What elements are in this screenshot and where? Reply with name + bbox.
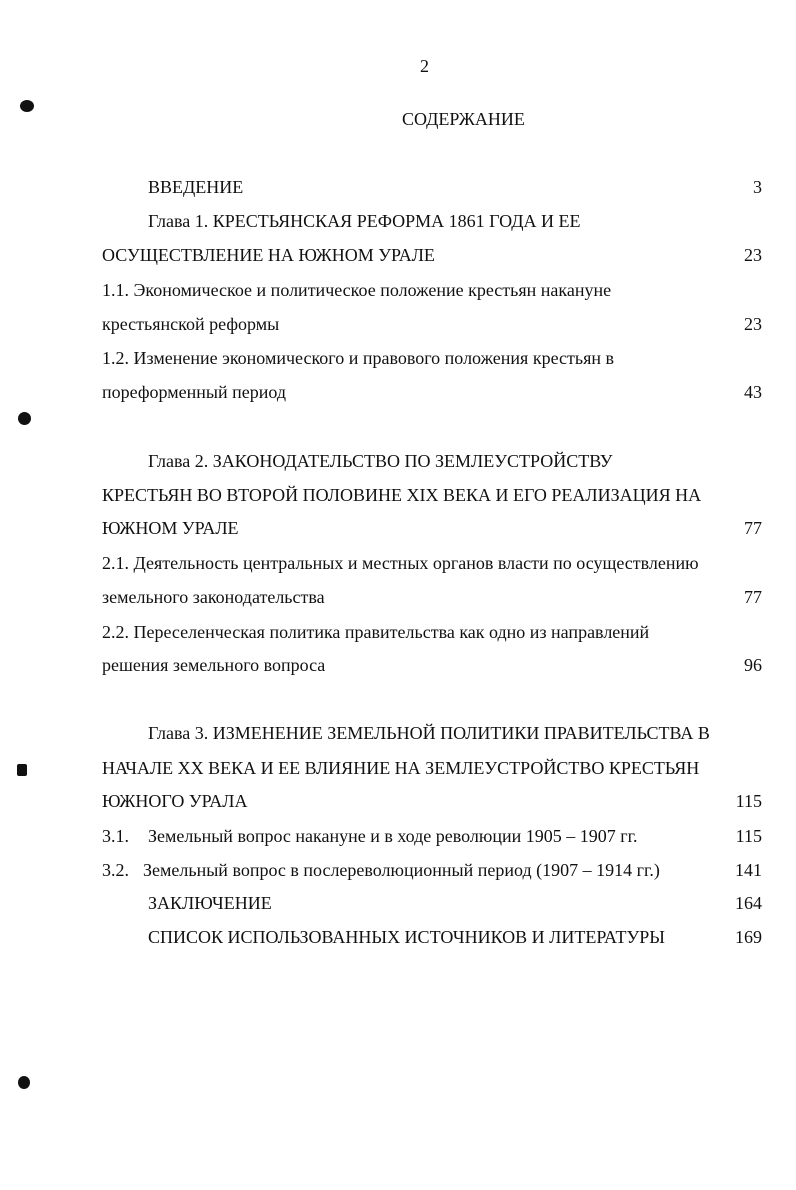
toc-conclusion-page: 164 — [735, 893, 762, 913]
toc-ch1-line2: ОСУЩЕСТВЛЕНИЕ НА ЮЖНОМ УРАЛЕ — [102, 245, 435, 265]
toc-2-1-page: 77 — [744, 587, 762, 607]
toc-ch3-line2: НАЧАЛЕ XX ВЕКА И ЕЕ ВЛИЯНИЕ НА ЗЕМЛЕУСТРОЙСТВО КРЕСТЬЯН — [102, 758, 700, 778]
page-number: 2 — [420, 56, 429, 76]
scan-speck — [18, 1076, 30, 1089]
toc-intro-title: ВВЕДЕНИЕ — [148, 177, 244, 197]
toc-ch2-line1: Глава 2. ЗАКОНОДАТЕЛЬСТВО ПО ЗЕМЛЕУСТРОЙСТВУ — [148, 451, 613, 471]
toc-sources-page: 169 — [735, 927, 762, 947]
toc-3-2-page: 141 — [735, 860, 762, 880]
toc-1-2-page: 43 — [744, 382, 762, 402]
toc-ch1-page: 23 — [744, 245, 762, 265]
toc-ch3-line1: Глава 3. ИЗМЕНЕНИЕ ЗЕМЕЛЬНОЙ ПОЛИТИКИ ПРАВИТЕЛЬСТВА В — [148, 723, 710, 743]
scan-speck — [18, 412, 31, 425]
scan-speck — [17, 764, 27, 776]
toc-ch3-page: 115 — [735, 791, 762, 811]
toc-2-2-line2: решения земельного вопроса — [102, 655, 326, 675]
page-title: СОДЕРЖАНИЕ — [402, 109, 525, 129]
toc-1-2-line2: пореформенный период — [102, 382, 286, 402]
toc-ch1-line1: Глава 1. КРЕСТЬЯНСКАЯ РЕФОРМА 1861 ГОДА И ЕЕ — [148, 211, 581, 231]
toc-ch2-page: 77 — [744, 518, 762, 538]
toc-ch2-line2: КРЕСТЬЯН ВО ВТОРОЙ ПОЛОВИНЕ XIX ВЕКА И ЕГО РЕАЛИЗАЦИЯ НА — [102, 485, 702, 505]
toc-conclusion-title: ЗАКЛЮЧЕНИЕ — [148, 893, 272, 913]
toc-3-1-page: 115 — [735, 826, 762, 846]
toc-2-1-line2: земельного законодательства — [102, 587, 325, 607]
toc-1-1-line2: крестьянской реформы — [102, 314, 280, 334]
toc-2-2-page: 96 — [744, 655, 762, 675]
toc-3-1-number: 3.1. — [102, 826, 129, 846]
toc-ch2-line3: ЮЖНОМ УРАЛЕ — [102, 518, 239, 538]
toc-2-2-line1: 2.2. Переселенческая политика правительства как одно из направлений — [102, 622, 650, 642]
toc-1-1-line1: 1.1. Экономическое и политическое положение крестьян накануне — [102, 280, 612, 300]
toc-3-2-number: 3.2. — [102, 860, 129, 880]
toc-intro-page: 3 — [753, 177, 762, 197]
toc-1-2-line1: 1.2. Изменение экономического и правового положения крестьян в — [102, 348, 614, 368]
toc-3-1-title: Земельный вопрос накануне и в ходе революции 1905 – 1907 гг. — [148, 826, 638, 846]
toc-sources-title: СПИСОК ИСПОЛЬЗОВАННЫХ ИСТОЧНИКОВ И ЛИТЕРАТУРЫ — [148, 927, 665, 947]
toc-ch3-line3: ЮЖНОГО УРАЛА — [102, 791, 248, 811]
scan-speck — [20, 100, 34, 112]
toc-2-1-line1: 2.1. Деятельность центральных и местных органов власти по осуществлению — [102, 553, 699, 573]
toc-3-2-title: Земельный вопрос в послереволюционный период (1907 – 1914 гг.) — [143, 860, 660, 880]
toc-1-1-page: 23 — [744, 314, 762, 334]
